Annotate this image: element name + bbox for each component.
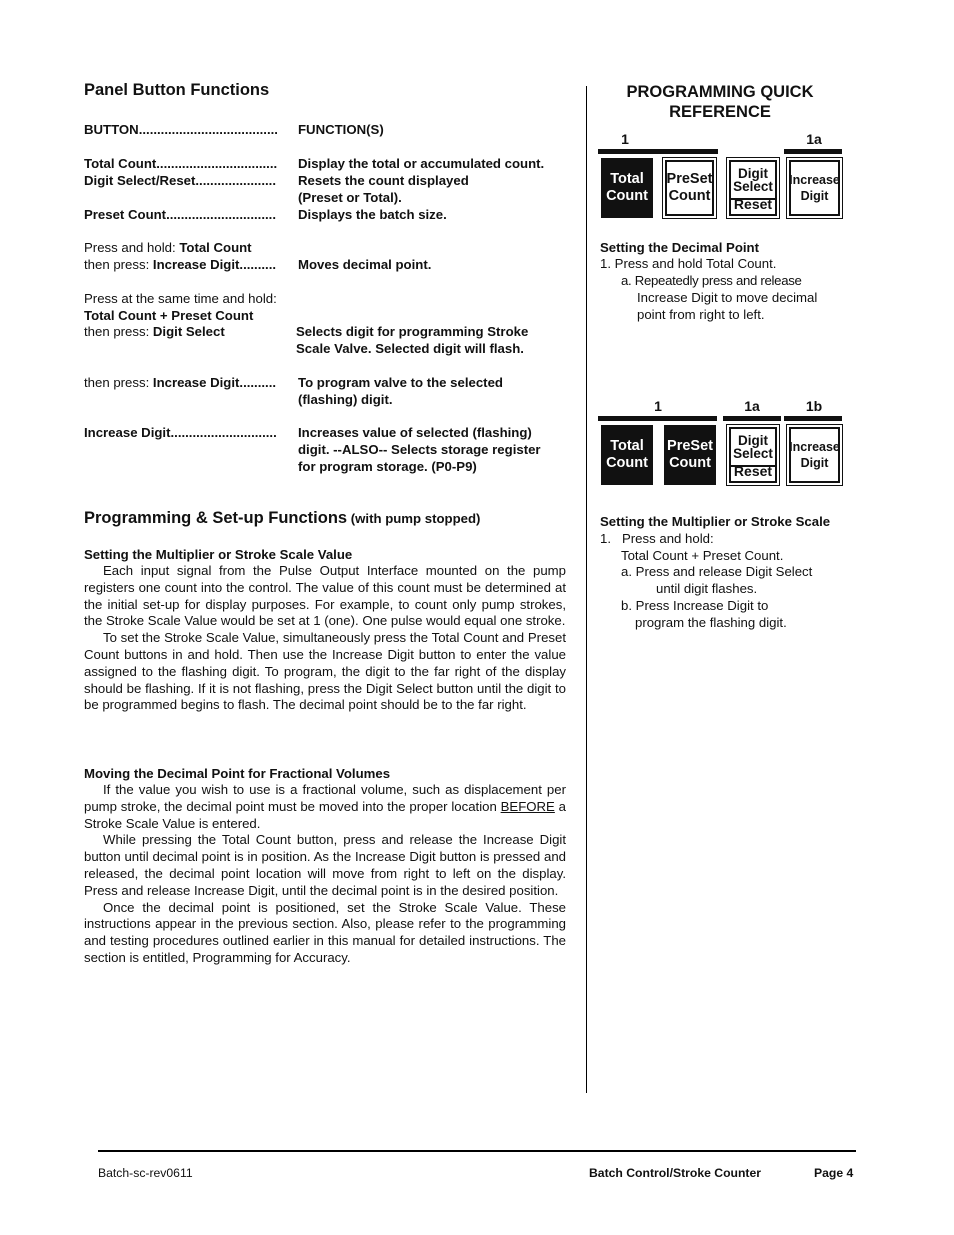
button-label: Select [733, 446, 773, 461]
multiplier-ref-step-cont: Total Count + Preset Count. [621, 548, 784, 563]
paragraph [84, 782, 566, 832]
table-row [84, 424, 566, 441]
combo-line: Total Count + Preset Count [84, 308, 254, 323]
quick-reference-title-2: REFERENCE [669, 103, 771, 121]
then-press-button: Digit Select [152, 324, 225, 339]
button-label: Total [610, 438, 644, 454]
quick-reference-title-1: PROGRAMMING QUICK [626, 83, 814, 101]
preset-count-button [666, 427, 714, 483]
total-count-button [603, 427, 651, 483]
press-hold-prefix: Press and hold: [84, 240, 180, 255]
paragraph: Once the decimal point is positioned, set the Stroke Scale Value. These instructions appear in the previous section. Also, please refer to the programming and testing procedures outlined earlier in this manual for detailed instructions. The section is entitled, Programming for Accuracy. [84, 899, 566, 965]
table-row [84, 172, 566, 189]
same-time-line: Press at the same time and hold: [84, 291, 277, 306]
multiplier-ref-substep: until digit flashes. [656, 581, 758, 596]
button-label: PreSet [667, 438, 713, 454]
reset-label: Reset [733, 463, 773, 479]
then-press-prefix: then press: [84, 375, 153, 390]
table-row [84, 206, 566, 223]
multiplier-body [84, 563, 566, 714]
row-desc: Display the total or accumulated count. [298, 156, 545, 171]
group-bar [784, 416, 842, 421]
press-hold-line [84, 239, 252, 256]
then-press-prefix: then press: [84, 257, 153, 272]
then-press-line [84, 374, 566, 391]
group-bar [723, 416, 781, 421]
decimal-heading: Moving the Decimal Point for Fractional Volumes [84, 766, 391, 781]
button-label: Increase [789, 440, 840, 454]
footer-title: Batch Control/Stroke Counter [589, 1166, 761, 1180]
table-header [84, 121, 566, 138]
then-press-desc: Moves decimal point. [298, 257, 432, 272]
decimal-ref-substep: a. Repeatedly press and release [621, 273, 802, 288]
button-label: Count [606, 188, 648, 204]
button-label: Digit [738, 433, 768, 448]
row-label: Digit Select/Reset...................... [84, 173, 277, 188]
text-run-underlined: BEFORE [500, 798, 555, 814]
reset-label: Reset [733, 196, 773, 212]
digit-select-reset-button [729, 427, 777, 483]
multiplier-ref-heading: Setting the Multiplier or Stroke Scale [600, 514, 831, 529]
button-label: Count [606, 455, 648, 471]
group-bar [598, 416, 717, 421]
decimal-ref-substep: Increase Digit to move decimal [637, 290, 818, 305]
digit-select-reset-button [729, 160, 777, 216]
then-press-button: Increase Digit [152, 257, 240, 272]
group-bar [784, 149, 842, 154]
paragraph: While pressing the Total Count button, press and release the Increase Digit button until decimal point is in position. As the Increase Digit button is pressed and released, the decimal point location will move from right to left on the display. Press and release Increase Digit, until the decimal point is in the desired position. [84, 832, 566, 898]
multiplier-ref-substep: a. Press and release Digit Select [621, 564, 813, 579]
group-bar [598, 149, 718, 154]
total-count-button [603, 160, 651, 216]
header-button: BUTTON...................................... [84, 122, 278, 137]
row-label: Preset Count.............................. [84, 207, 276, 222]
step-label: 1b [805, 398, 823, 414]
multiplier-heading: Setting the Multiplier or Stroke Scale Value [84, 547, 353, 562]
text-run: If the value you wish to use is a fractional volume, such as displacement per pump stroke, the decimal point must be moved into the proper location [84, 782, 566, 814]
footer-doc-id: Batch-sc-rev0611 [98, 1166, 193, 1180]
row-desc: Resets the count displayed [298, 173, 469, 188]
button-label: Count [669, 455, 711, 471]
then-press-line [84, 323, 566, 340]
paragraph: To set the Stroke Scale Value, simultaneously press the Total Count and Preset Count buttons in and hold. Then use the Increase Digit button to enter the value assigned to the flashing digit. To program, the digit to the far right of the display should be flashing. If it is not flashing, press the Digit Select button until the digit to be programmed begins to flash. The decimal point should be to the far right. [84, 630, 566, 713]
footer-page: Page 4 [814, 1166, 854, 1180]
then-press-button: Increase Digit [152, 375, 240, 390]
panel-functions-title: Panel Button Functions [84, 81, 270, 99]
footer-rule [98, 1150, 856, 1152]
increase-digit-button [789, 427, 840, 483]
row-desc: (Preset or Total). [298, 190, 402, 205]
multiplier-ref-substep: program the flashing digit. [635, 615, 787, 630]
then-press-desc-cont: Scale Valve. Selected digit will flash. [296, 341, 524, 356]
preset-count-button [665, 160, 714, 216]
button-label: Digit [738, 166, 768, 181]
then-press-dots: .......... [239, 375, 277, 390]
then-press-prefix: then press: [84, 324, 153, 339]
row-label: Increase Digit............................. [84, 425, 277, 440]
text-run: a Stroke Scale Value is entered. [84, 798, 567, 831]
button-label: Count [668, 188, 711, 204]
button-label: Select [733, 179, 773, 194]
paragraph: Each input signal from the Pulse Output Interface mounted on the pump registers one count into the control. The value of this count must be determined at the initial set-up for display purposes. For example, to count only pump strokes, the Stroke Scale Value would be set at 1 (one). One pulse would equal one stroke. [84, 563, 566, 629]
press-hold-button: Total Count [179, 240, 252, 255]
button-label: Increase [789, 173, 840, 187]
programming-title-main: Programming & Set-up Functions [84, 509, 348, 527]
column-divider [586, 86, 587, 1093]
quick-reference-title [600, 82, 840, 122]
step-label: 1 [621, 131, 629, 147]
multiplier-ref-step: 1. Press and hold: [600, 531, 714, 546]
row-desc-cont: for program storage. (P0-P9) [298, 459, 477, 474]
decimal-ref-substep: point from right to left. [637, 307, 765, 322]
header-function: FUNCTION(S) [298, 122, 384, 137]
multiplier-ref-substep: b. Press Increase Digit to [621, 598, 769, 613]
row-label: Total Count................................. [84, 156, 278, 171]
step-label: 1a [744, 398, 760, 414]
row-desc: Increases value of selected (flashing) [298, 425, 532, 440]
button-label: Digit [800, 456, 829, 470]
then-press-line [84, 256, 566, 273]
then-press-dots: .......... [239, 257, 277, 272]
step-label: 1 [654, 398, 662, 414]
increase-digit-button [789, 160, 840, 216]
decimal-ref-heading: Setting the Decimal Point [600, 240, 760, 255]
button-label: PreSet [666, 171, 713, 187]
row-desc-cont: digit. --ALSO-- Selects storage register [298, 442, 541, 457]
button-label: Total [610, 171, 644, 187]
row-desc: Displays the batch size. [298, 207, 447, 222]
then-press-desc: Selects digit for programming Stroke [296, 324, 529, 339]
step-label: 1a [806, 131, 822, 147]
programming-title-sub: (with pump stopped) [350, 511, 481, 526]
decimal-body [84, 782, 566, 967]
button-label: Digit [800, 189, 829, 203]
programming-title [84, 510, 480, 527]
then-press-desc: To program valve to the selected [298, 375, 503, 390]
decimal-ref-step: 1. Press and hold Total Count. [600, 256, 777, 271]
table-row [84, 189, 566, 206]
then-press-desc-cont: (flashing) digit. [298, 392, 393, 407]
table-row [84, 155, 566, 172]
